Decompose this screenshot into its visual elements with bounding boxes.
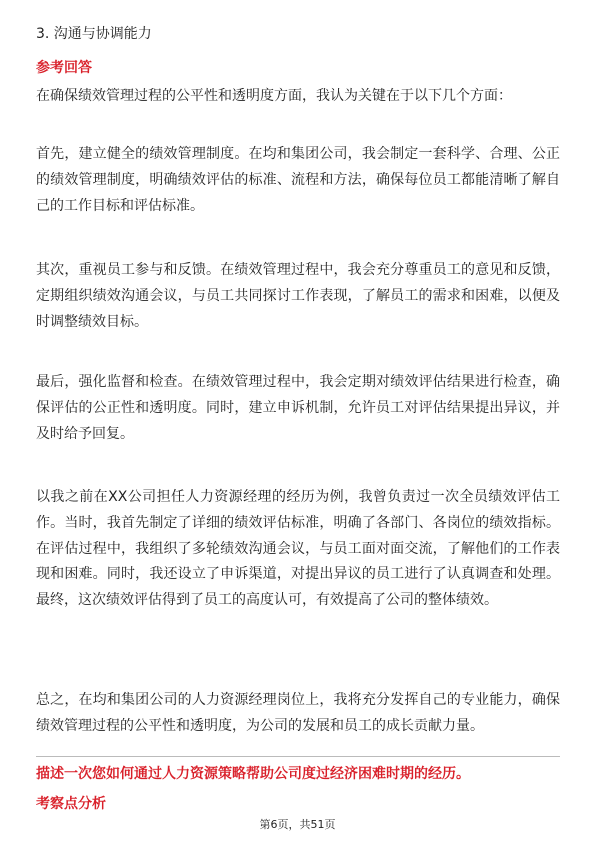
answer-paragraph-intro: 在确保绩效管理过程的公平性和透明度方面，我认为关键在于以下几个方面：: [36, 88, 512, 104]
answer-paragraph-summary: 总之，在均和集团公司的人力资源经理岗位上，我将充分发挥自己的专业能力，确保绩效管理过程的公平性和透明度，为公司的发展和员工的成长贡献力量。: [36, 692, 560, 734]
section-divider: [36, 756, 560, 757]
answer-paragraph-example: 以我之前在XX公司担任人力资源经理的经历为例，我曾负责过一次全员绩效评估工作。当时，我首先制定了详细的绩效评估标准，明确了各部门、各岗位的绩效指标。在评估过程中，我组织了多轮绩效沟通会议，与员工面对面交流，了解他们的工作表现和困难。同时，我还设立了申诉渠道，对提出异议的员工进行了认真调查和处理。最终，这次绩效评估得到了员工的高度认可，有效提高了公司的整体绩效。: [36, 489, 560, 609]
next-question: 描述一次您如何通过人力资源策略帮助公司度过经济困难时期的经历。: [36, 766, 470, 782]
reference-answer-label: 参考回答: [36, 60, 92, 76]
page-footer: 第6页，共51页: [259, 818, 336, 831]
answer-paragraph-second: 其次，重视员工参与和反馈。在绩效管理过程中，我会充分尊重员工的意见和反馈，定期组织绩效沟通会议，与员工共同探讨工作表现，了解员工的需求和困难，以便及时调整绩效目标。: [36, 262, 560, 330]
analysis-label: 考察点分析: [36, 796, 106, 812]
answer-paragraph-first: 首先，建立健全的绩效管理制度。在均和集团公司，我会制定一套科学、合理、公正的绩效管理制度，明确绩效评估的标准、流程和方法，确保每位员工都能清晰了解自己的工作目标和评估标准。: [36, 146, 560, 214]
answer-paragraph-third: 最后，强化监督和检查。在绩效管理过程中，我会定期对绩效评估结果进行检查，确保评估的公正性和透明度。同时，建立申诉机制，允许员工对评估结果提出异议，并及时给予回复。: [36, 374, 560, 442]
section-heading: 3. 沟通与协调能力: [36, 26, 152, 42]
